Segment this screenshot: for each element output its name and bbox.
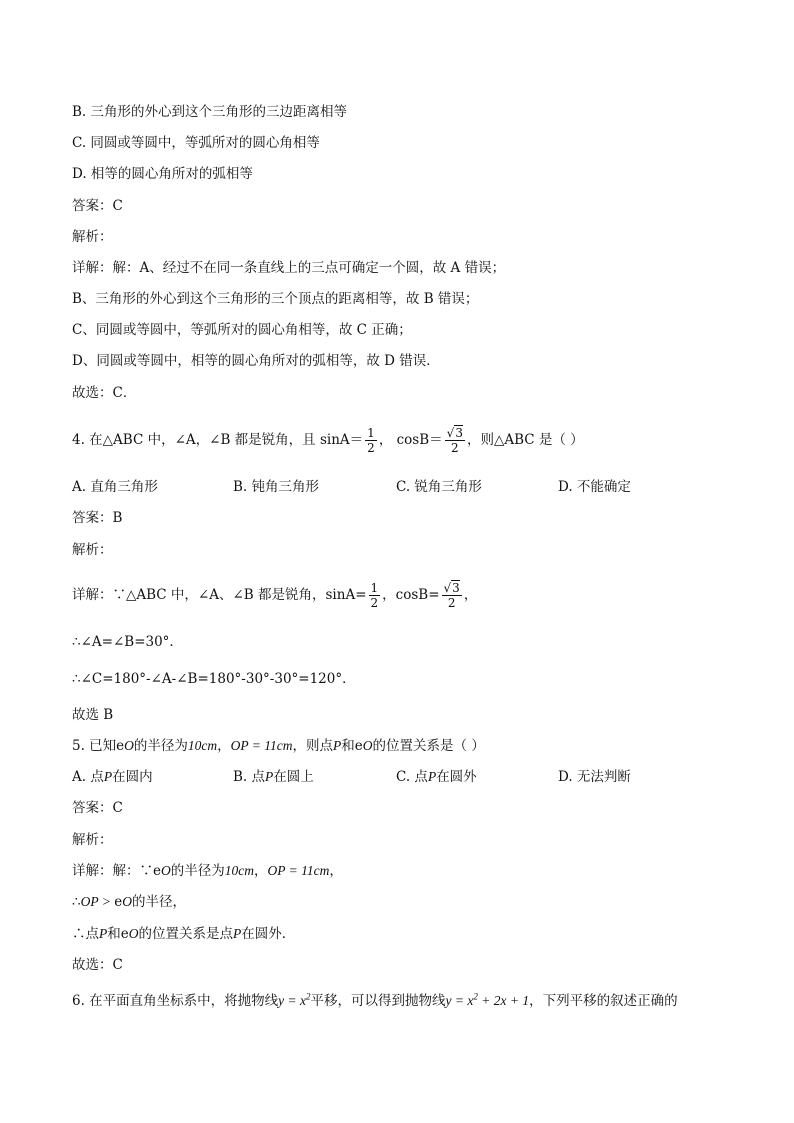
q4-stem-mid: ， cosB＝ [378,432,443,448]
q3-detail-b: B、三角形的外心到这个三角形的三个顶点的距离相等，故 B 错误； [72,291,479,307]
parabola-2: $y = x^2 + 2x + 1$ [445,991,530,1008]
q4-detail-mid: ，cosB= [382,587,440,603]
radius-value: 10cm [187,738,218,753]
q3-option-c: C. 同圆或等圆中，等弧所对的圆心角相等 [72,135,320,151]
q4-select: 故选 B [72,707,114,723]
q6-stem: 6. 在平面直角坐标系中，将抛物线$y = x^2$平移，可以得到抛物线$y = x^2 + 2x + 1$，下列平移的叙述正确的 [72,991,678,1009]
detail-cos-radicand: 3 [452,581,460,595]
q4-option-b: B. 钝角三角形 [233,479,320,495]
q5-stem-f: 的位置关系是（ ） [372,738,485,754]
q3-detail-a: 详解：解：A、经过不在同一条直线上的三点可确定一个圆，故 A 错误； [72,260,506,276]
point-o: O [362,738,373,753]
q5-analysis: 解析： [72,832,113,848]
q3-detail-c: C、同圆或等圆中，等弧所对的圆心角相等，故 C 正确； [72,322,412,338]
q4-detail [72,580,477,610]
q4-option-d: D. 不能确定 [558,479,631,495]
q5-stem-b: 的半径为 [133,738,188,754]
q4-detail-pre: 详解：∵△ABC 中，∠A、∠B 都是锐角，sinA= [72,587,367,603]
q5-step1: ∴OP > eO的半径， [72,894,186,910]
q5-option-d: D. 无法判断 [558,769,631,785]
q4-detail-post: ， [463,587,478,603]
op-equation: OP = 11cm [230,738,293,753]
circle-symbol: e [114,894,123,910]
q5-answer: 答案：C [72,800,123,816]
detail-sin-denominator: 2 [370,596,379,610]
q5-stem-c: ， [217,738,231,754]
sin-denominator: 2 [367,441,375,455]
q4-step2: ∴∠C=180°-∠A-∠B=180°-30°-30°=120°． [72,671,356,687]
circle-symbol: e [354,738,363,754]
q3-option-d: D. 相等的圆心角所对的弧相等 [72,166,253,182]
detail-cos-numerator: √3 [443,581,460,595]
q3-answer: 答案：C [72,198,123,214]
q5-stem-d: ，则点 [292,738,334,754]
q4-stem [72,425,584,455]
q5-select: 故选：C [72,957,123,973]
circle-symbol: e [116,738,125,754]
parabola-1: $y = x^2$ [278,991,311,1008]
q5-detail: 详解：解：∵eO的半径为10cm，OP = 11cm， [72,863,343,879]
cos-numerator: √3 [446,426,463,440]
detail-sin-fraction [369,581,381,610]
sin-fraction [365,426,377,455]
q5-option-b: B. 点P在圆上 [233,769,314,785]
q4-stem-pre: 4. 在△ABC 中，∠A，∠B 都是锐角，且 sinA＝ [72,432,364,448]
q4-option-c: C. 锐角三角形 [396,479,482,495]
q3-analysis: 解析： [72,229,113,245]
q4-step1: ∴∠A=∠B=30°． [72,634,183,650]
q3-option-b: B. 三角形的外心到这个三角形的三边距离相等 [72,104,348,120]
q4-stem-post: ，则△ABC 是（ ） [466,432,584,448]
q5-step2: ∴点P和eO的位置关系是点P在圆外． [72,926,296,942]
q5-stem-a: 5. 已知 [72,738,117,754]
q4-answer: 答案：B [72,510,123,526]
sin-numerator: 1 [367,426,375,440]
q5-stem-e: 和 [341,738,355,754]
q5-stem [72,737,485,755]
cos-fraction [445,426,465,455]
detail-sin-numerator: 1 [370,581,379,595]
q3-detail-d: D、同圆或等圆中，相等的圆心角所对的弧相等，故 D 错误． [72,353,440,369]
detail-cos-denominator: 2 [447,596,456,610]
q3-select: 故选：C． [72,385,137,401]
cos-denominator: 2 [450,441,459,455]
point-o: O [124,738,134,753]
point-p: P [333,738,342,753]
circle-symbol: e [120,926,129,942]
q5-option-a: A. 点P在圆内 [72,769,153,785]
q4-option-a: A. 直角三角形 [72,479,158,495]
circle-symbol: e [153,863,161,879]
q5-option-c: C. 点P在圆外 [396,769,477,785]
cos-radicand: 3 [455,426,463,440]
q4-analysis: 解析： [72,542,113,558]
detail-cos-fraction [442,581,462,610]
